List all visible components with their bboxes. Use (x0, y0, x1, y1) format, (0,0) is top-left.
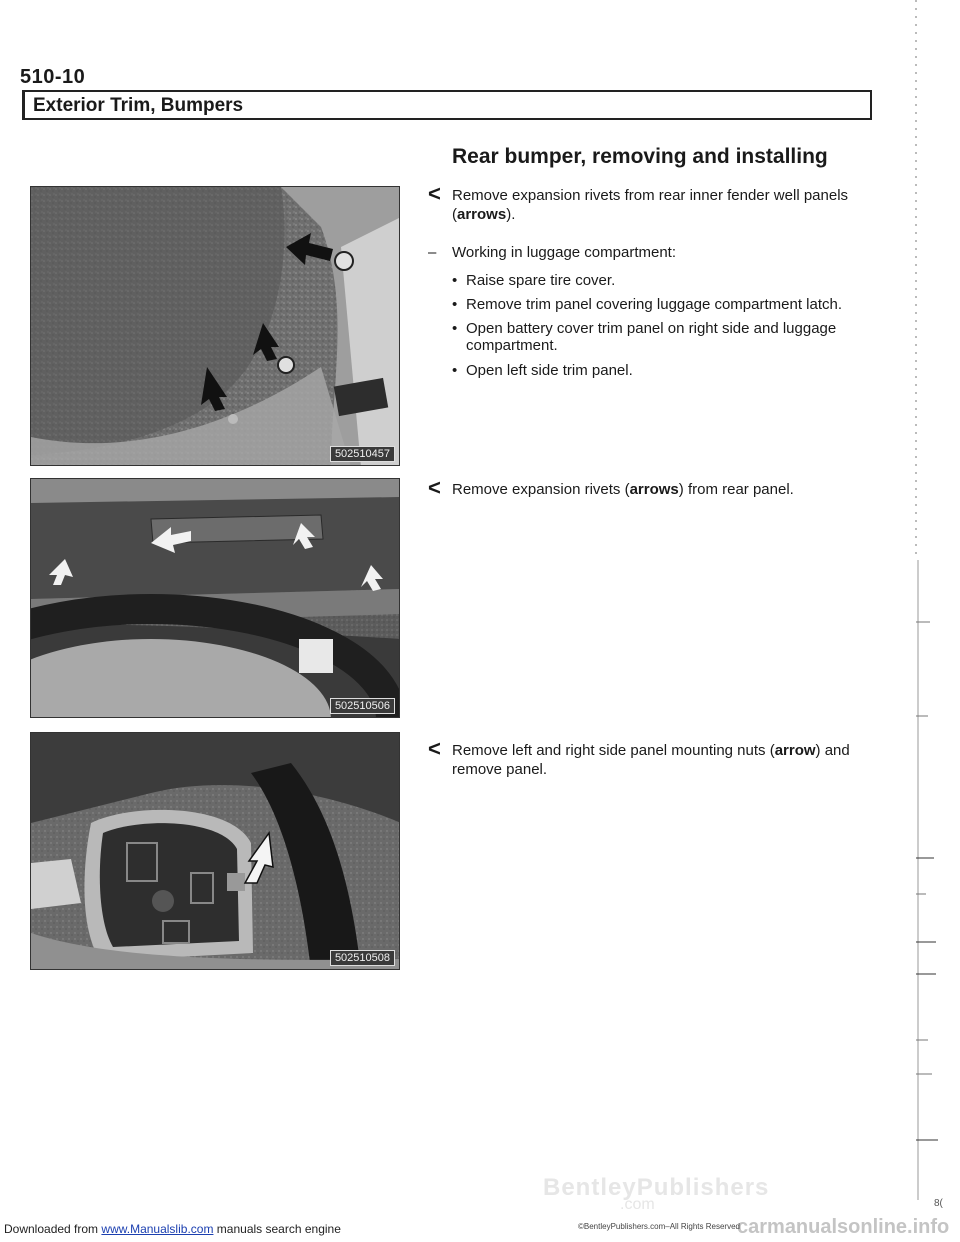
header-title: Exterior Trim, Bumpers (33, 95, 244, 116)
rear-panel-image (31, 479, 400, 718)
bullet-icon: • (452, 272, 458, 289)
photo-fender-well (30, 186, 400, 466)
photo-side-panel (30, 732, 400, 970)
chevron-left-icon: < (428, 475, 441, 500)
fender-well-image (31, 187, 400, 466)
photo-id-label: 502510508 (330, 950, 395, 966)
bullet-icon: • (452, 320, 458, 337)
watermark-bentley: BentleyPublishers (543, 1174, 770, 1201)
side-panel-image (31, 733, 400, 970)
copyright-notice: ©BentleyPublishers.com–All Rights Reserved (578, 1222, 740, 1231)
step-text: Working in luggage compartment: (452, 244, 677, 261)
photo-rear-panel (30, 478, 400, 718)
step-text: Remove left and right side panel mounting nuts (arrow) and remove panel. (452, 742, 850, 778)
edge-page-number: 8( (934, 1198, 943, 1209)
bullet-icon: • (452, 296, 458, 313)
dash-marker: – (428, 244, 437, 261)
photo-id-label: 502510457 (330, 446, 395, 462)
watermark-com: .com (620, 1196, 655, 1213)
chevron-left-icon: < (428, 736, 441, 761)
download-footer: Downloaded from www.Manualslib.com manuals search engine (4, 1222, 341, 1236)
scan-edge-marks (900, 0, 960, 1242)
section-title: Rear bumper, removing and installing (452, 145, 828, 168)
watermark-carmanuals: carmanualsonline.info (737, 1216, 950, 1238)
manualslib-link[interactable]: www.Manualslib.com (101, 1222, 214, 1236)
section-header (22, 90, 872, 120)
photo-id-label: 502510506 (330, 698, 395, 714)
bullet-icon: • (452, 362, 458, 379)
page-number: 510-10 (20, 66, 86, 88)
chevron-left-icon: < (428, 181, 441, 206)
step-text: Remove expansion rivets from rear inner fender well panels (arrows). (452, 187, 849, 223)
step-text: Remove expansion rivets (arrows) from rear panel. (452, 481, 794, 498)
